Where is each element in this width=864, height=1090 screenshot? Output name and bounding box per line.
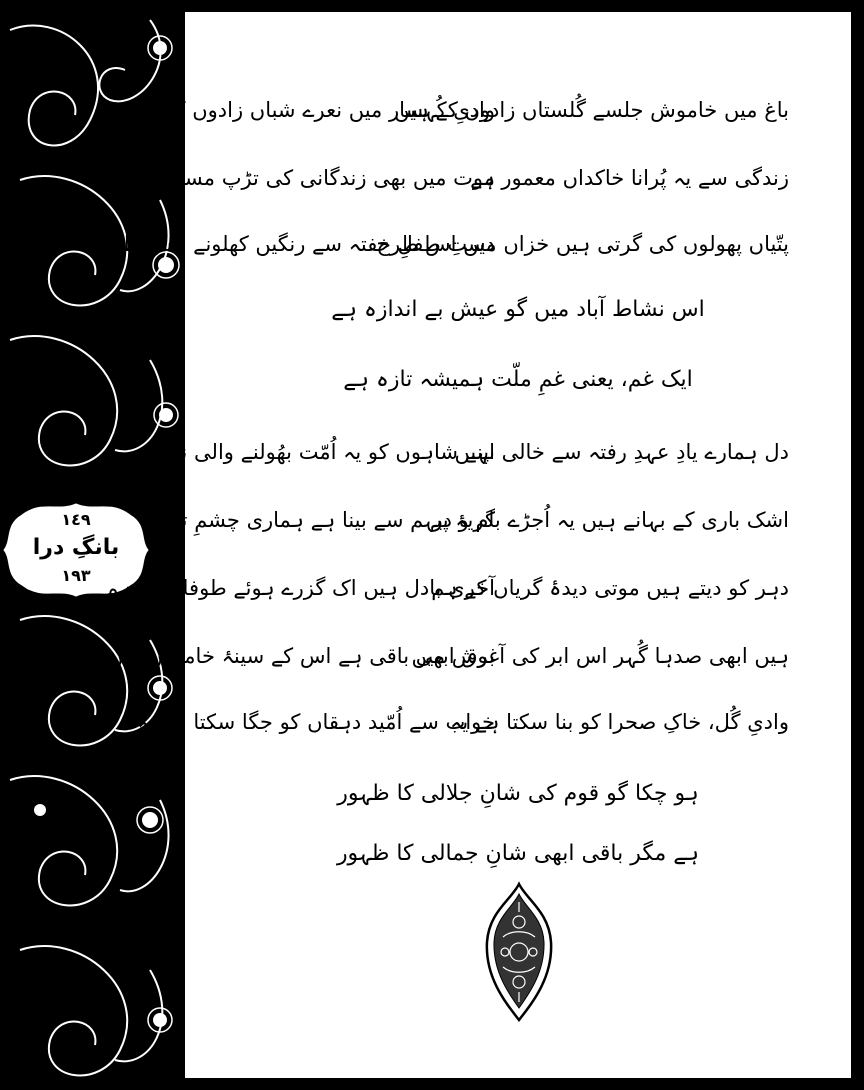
page-number-top: ١٤٩ [61, 510, 91, 529]
verse-row [98, 224, 851, 264]
floral-ornament-icon [483, 882, 555, 1022]
misra-second: وادیِ کُہسار میں نعرے شباں زادوں کے ہیں [121, 98, 495, 122]
page-number-bottom: ١٩٣ [61, 566, 91, 585]
misra-first: دل ہمارے یادِ عہدِ رفتہ سے خالی نہیں [454, 440, 789, 464]
misra-first: ہیں ابھی صدہا گُہر اس ابر کی آغوش میں [411, 644, 789, 668]
verse-row [137, 702, 851, 742]
misra-first: اشک باری کے بہانے ہیں یہ اُجڑے بام و در [432, 508, 789, 532]
book-title: بانگِ درا [32, 535, 120, 560]
misra-first: دہر کو دیتے ہیں موتی دیدۂ گریاں کے ہم [431, 576, 789, 600]
verse-row [107, 636, 851, 676]
couplet-line: ہو چکا گو قوم کی شانِ جلالی کا ظہور [337, 781, 699, 806]
misra-second: برق ابھی باقی ہے اس کے سینۂ خاموش میں [107, 644, 495, 668]
misra-first: پتّیاں پھولوں کی گرتی ہیں خزاں میں اس طرح [376, 232, 789, 256]
misra-second: آخری بادل ہیں اک گزرے ہوئے طوفاں کے ہم [105, 576, 495, 600]
verse-row [170, 500, 851, 540]
couplet-line: ہے مگر باقی ابھی شانِ جمالی کا ظہور [336, 841, 700, 866]
misra-first: وادیِ گُل، خاکِ صحرا کو بنا سکتا ہے یہ [450, 710, 789, 734]
couplet-line: اس نشاط آباد میں گو عیش بے اندازہ ہے [331, 297, 705, 322]
verse-row [126, 158, 851, 198]
misra-first: زندگی سے یہ پُرانا خاکداں معمور ہے [470, 166, 789, 190]
verse-row [121, 90, 851, 130]
couplet-line: ایک غم، یعنی غمِ ملّت ہمیشہ تازہ ہے [343, 367, 693, 392]
misra-first: باغ میں خاموش جلسے گُلستاں زادوں کے ہیں [394, 98, 789, 122]
misra-second: خواب سے اُمّید دہقاں کو جگا سکتا ہے یہ [137, 710, 495, 734]
verse-row [105, 568, 851, 608]
misra-second: گریۂ پیہم سے بینا ہے ہماری چشمِ تر [170, 508, 495, 532]
misra-second: اپنے شاہوں کو یہ اُمّت بھُولنے والی نہیں [146, 440, 495, 464]
verse-row [146, 432, 851, 472]
poem-page [98, 12, 851, 1078]
misra-second: موت میں بھی زندگانی کی تڑپ مستور ہے [126, 166, 495, 190]
misra-second: دستِ طفلِ خفتہ سے رنگیں کھلونے جس طرح [98, 232, 495, 256]
